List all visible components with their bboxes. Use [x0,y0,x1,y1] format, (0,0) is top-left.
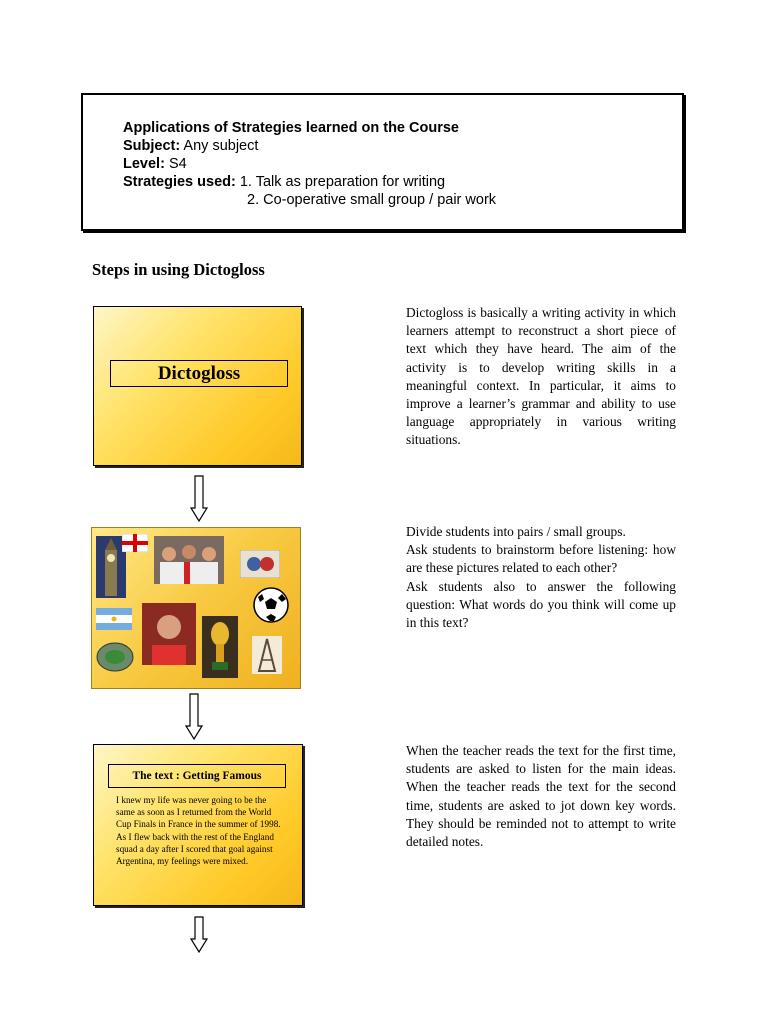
eiffel-tower-icon [252,636,282,674]
world-cup-trophy-icon [202,616,238,678]
pictures-collage [91,527,301,689]
strategy-2: 2. Co-operative small group / pair work [247,192,497,208]
down-arrow-icon [190,475,208,523]
down-arrow-icon [190,916,208,954]
step2-line-3: Ask students also to answer the following question: What words do you think will come up in this text? [406,578,676,631]
argentina-flag-icon [96,608,132,630]
header-box [81,93,684,231]
england-team-picture [154,536,224,584]
dictogloss-card-label: Dictogloss [110,360,288,387]
step3-paragraph: When the teacher reads the text for the first time, students are asked to listen for the main ideas. When the teacher reads the text for the second time, students are asked to jot down key words. They should be reminded not to attempt to write detailed notes. [406,743,676,850]
dictogloss-card [93,306,302,466]
subject-label: Subject: [123,138,181,154]
getting-famous-text: I knew my life was never going to be the same as soon as I returned from the World Cup Finals in France in the summer of 1998. As I flew back with the rest of the England squad a day after I scored that goal against Argentina, my feelings were mixed. [116,795,281,867]
level-label: Level: [123,156,165,172]
header-content [123,119,663,209]
section-title: Steps in using Dictogloss [92,260,265,279]
step2-line-2: Ask students to brainstorm before listening: how are these pictures related to each other? [406,542,676,576]
getting-famous-card [93,744,303,906]
footballer-picture [142,603,196,665]
strategy-1: 1. Talk as preparation for writing [235,174,446,190]
soccer-ball-icon [252,586,290,624]
step2-paragraph [406,523,676,632]
step2-line-1: Divide students into pairs / small groups. [406,524,626,539]
stadium-picture [95,640,135,674]
getting-famous-card-label: The text : Getting Famous [108,764,286,788]
level-value: S4 [164,156,187,172]
strategies-label: Strategies used: [123,174,236,190]
subject-value: Any subject [180,138,259,154]
england-flag-icon [122,534,148,552]
header-title: Applications of Strategies learned on the Course [123,120,459,136]
step1-paragraph: Dictogloss is basically a writing activity in which learners attempt to reconstruct a short piece of text which they have heard. The aim of the activity is to develop writing skills in a meaningful context. In particular, it aims to improve a learner’s grammar and ability to use language appropriately in various writing situations. [406,305,676,448]
france-stamp-picture [240,550,280,578]
down-arrow-icon [185,693,203,741]
